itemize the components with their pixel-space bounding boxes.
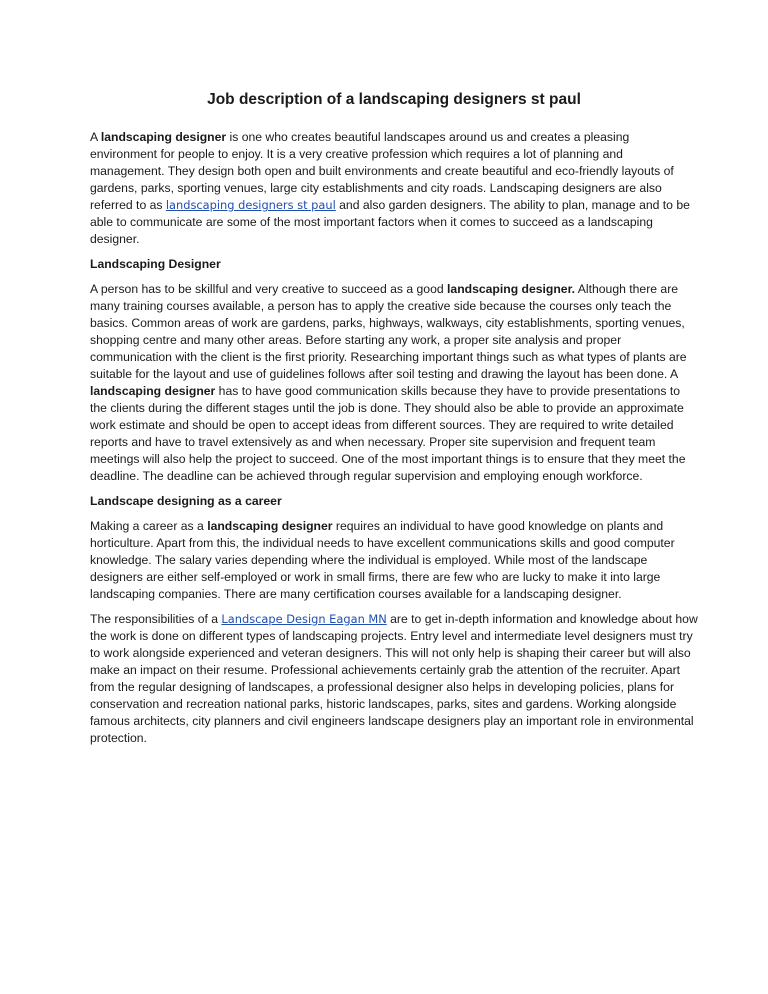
intro-text-1: A xyxy=(90,130,101,144)
section1-bold-term-1: landscaping designer. xyxy=(447,282,576,296)
career-text-1: Making a career as a xyxy=(90,519,208,533)
section1-text-1: A person has to be skillful and very creative to succeed as a good xyxy=(90,282,448,296)
intro-bold-term: landscaping designer xyxy=(100,130,227,144)
career-text-2: requires an individual to have good knowledge on plants and horticulture. Apart from this, the individual needs to have excellent communications skills and good computer knowledge. The salary varies depending where the individual is employed. While most of the landscape designers are either self-employed or work in small firms, there are few who are lucky to make it into large landscaping companies. There are many certification courses available for a landscaping designer. xyxy=(90,519,675,601)
career-paragraph-2 xyxy=(90,611,698,747)
section1-text-2: Although there are many training courses available, a person has to apply the creative side because the courses only teach the basics. Common areas of work are gardens, parks, highways, walkways, city establishments, sporting venues, shopping centre and many other areas. Before starting any work, a proper site analysis and proper communication with the client is the first priority. Researching important things such as what types of plants are suitable for the layout and use of guidelines follows after soil testing and drawing the layout has been done. A xyxy=(90,282,687,381)
career-paragraph-1 xyxy=(90,518,698,603)
section-heading-landscaping-designer: Landscaping Designer xyxy=(90,257,221,271)
eagan-mn-link[interactable]: Landscape Design Eagan MN xyxy=(221,612,387,626)
st-paul-link[interactable]: landscaping designers st paul xyxy=(165,198,336,212)
section-heading-career: Landscape designing as a career xyxy=(90,494,282,508)
section1-text-3: has to have good communication skills because they have to provide presentations to the clients during the different stages until the job is done. They should also be able to provide an approximate work estimate and should be open to accept ideas from different sources. They are required to write detailed reports and have to travel extensively as and when necessary. Proper site supervision and frequent team meetings will also help the project to succeed. One of the most important things is to ensure that they meet the deadline. The deadline can be achieved through regular supervision and employing enough workforce. xyxy=(90,384,686,483)
career2-text-2: are to get in-depth information and knowledge about how the work is done on different types of landscaping projects. Entry level and intermediate level designers must try to work alongside experienced and veteran designers. This will not only help is shaping their career but will also make an impact on their resume. Professional achievements certainly grab the attention of the recruiter. Apart from the regular designing of landscapes, a professional designer also helps in developing policies, plans for conservation and recreation national parks, historic landscapes, parks, sites and gardens. Working alongside famous architects, city planners and civil engineers landscape designers play an important role in environmental protection. xyxy=(90,612,698,745)
section1-bold-term-2: landscaping designer xyxy=(90,384,216,398)
intro-text-3: and also garden designers. The ability to plan, manage and to be able to communicate are some of the most important factors when it comes to succeed as a landscaping designer. xyxy=(90,198,690,246)
page-title: Job description of a landscaping designers st paul xyxy=(207,91,581,108)
career-bold-term: landscaping designer xyxy=(207,519,333,533)
career2-text-1: The responsibilities of a xyxy=(90,612,222,626)
intro-text-2: is one who creates beautiful landscapes around us and creates a pleasing environment for people to enjoy. It is a very creative profession which requires a lot of planning and management. They design both open and built environments and create beautiful and eco-friendly layouts of gardens, parks, sporting venues, large city establishments and city roads. Landscaping designers are also referred to as xyxy=(90,130,674,212)
section1-paragraph xyxy=(90,281,698,485)
intro-paragraph xyxy=(90,129,698,248)
